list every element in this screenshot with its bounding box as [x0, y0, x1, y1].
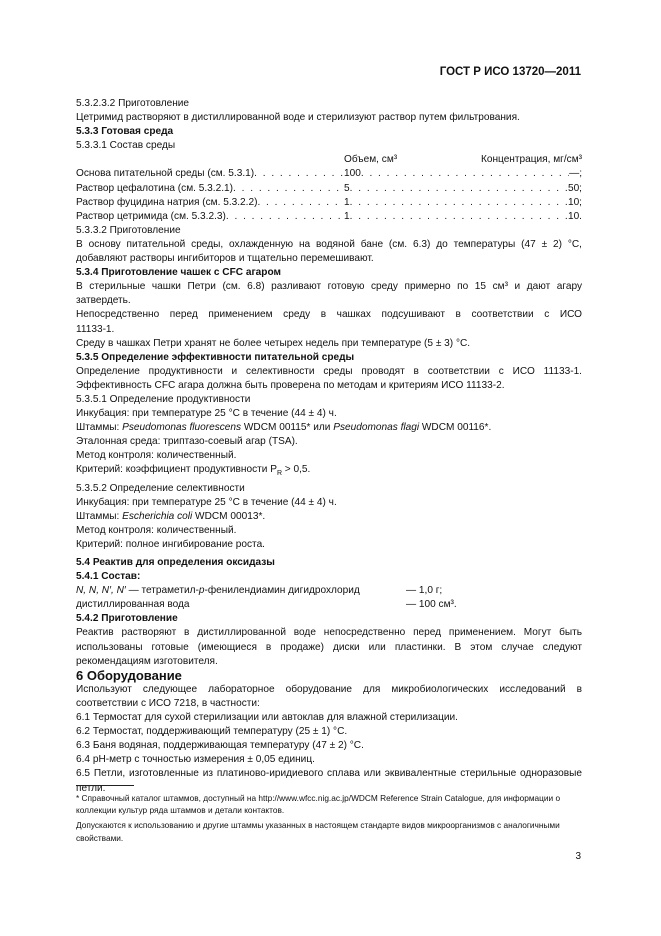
reagent-name	[76, 584, 406, 598]
dot-leader	[350, 210, 568, 224]
section-heading: 5.4 Реактив для определения оксидазы	[76, 557, 275, 569]
dot-leader	[226, 210, 344, 224]
paragraph: Среду в чашках Петри хранят не более четырех недель при температуре (5 ± 3) °С.	[76, 337, 471, 349]
subsection-title: 5.3.3.2 Приготовление	[76, 224, 181, 236]
footnotes	[76, 785, 582, 844]
volume-column-header: Объем, см³	[344, 154, 398, 166]
section-heading: 5.3.5 Определение эффективности питательной среды	[76, 351, 355, 363]
subsection-title: 5.3.2.3.2 Приготовление	[76, 98, 190, 109]
dot-leader	[350, 182, 568, 196]
paragraph	[76, 510, 582, 524]
list-item: 6.3 Баня водяная, поддерживающая температуру (47 ± 2) °С.	[76, 740, 364, 752]
concentration-value: 50;	[567, 182, 582, 194]
text-run: -фенилендиамин дигидрохлорид	[204, 585, 360, 597]
list-item: 6.5 Петли, изготовленные из платиново-иридиевого сплава или эквивалентные стерильные одноразовые петли.	[76, 768, 582, 794]
subsection-title: 5.3.5.1 Определение продуктивности	[76, 393, 251, 405]
species-name: Pseudomonas fluorescens	[122, 422, 242, 434]
dot-leader	[257, 196, 344, 210]
text-run: p	[198, 585, 205, 597]
paragraph: Инкубация: при температуре 25 °С в течение (44 ± 4) ч.	[76, 408, 337, 420]
reagent-name: дистиллированная вода	[76, 599, 190, 611]
paragraph: Непосредственно перед применением среду в чашках подсушивают в соответствии с ИСО 11133-1.	[76, 309, 582, 335]
concentration-value: 10.	[567, 210, 582, 222]
paragraph: Цетримид растворяют в дистиллированной воде и стерилизуют раствор путем фильтрования.	[76, 112, 520, 124]
paragraph: В стерильные чашки Петри (см. 6.8) разливают готовую среду примерно по 15 см³ и дают агару затвердеть.	[76, 281, 582, 307]
composition-header	[76, 153, 582, 167]
dot-leader	[361, 167, 569, 181]
subsection-title: 5.3.3.1 Состав среды	[76, 140, 176, 152]
volume-value: 1	[344, 196, 350, 208]
text-run: WDCM 00013*.	[192, 510, 266, 522]
paragraph: Метод контроля: количественный.	[76, 450, 237, 462]
subsection-title: 5.3.5.2 Определение селективности	[76, 482, 245, 494]
paragraph: Критерий: полное ингибирование роста.	[76, 538, 265, 550]
table-row	[76, 196, 582, 210]
paragraph: Используют следующее лабораторное оборудование для микробиологических исследований в соответствии с ИСО 7218, в частности:	[76, 683, 582, 709]
text-run: WDCM 00115* или	[241, 422, 334, 434]
dot-leader	[254, 167, 344, 181]
concentration-value: 10;	[567, 196, 582, 208]
table-row	[76, 210, 582, 224]
volume-value: 5	[344, 182, 350, 194]
footnote-divider	[76, 785, 134, 786]
document-header: ГОСТ Р ИСО 13720—2011	[439, 66, 581, 78]
list-item: 6.1 Термостат для сухой стерилизации или автоклав для влажной стерилизации.	[76, 712, 458, 724]
species-name: Pseudomonas flagi	[333, 422, 420, 434]
list-item: 6.4 рН-метр с точностью измерения ± 0,05 единиц.	[76, 754, 315, 766]
reagent-amount: — 100 см³.	[406, 599, 457, 611]
section-heading: 5.4.1 Состав:	[76, 571, 141, 583]
section-heading: 5.4.2 Приготовление	[76, 613, 178, 625]
dot-leader	[233, 182, 344, 196]
ingredient-name: Раствор цефалотина (см. 5.3.2.1)	[76, 182, 233, 194]
text-run: N, N, N′, N′	[76, 585, 126, 597]
paragraph: Метод контроля: количественный.	[76, 524, 237, 536]
species-name: Escherichia coli	[122, 510, 193, 522]
table-row	[76, 167, 582, 181]
paragraph	[76, 421, 582, 435]
subscript: R	[276, 470, 282, 478]
composition-rows	[76, 167, 582, 223]
list-item: 6.2 Термостат, поддерживающий температуру (25 ± 1) °С.	[76, 726, 348, 738]
dot-leader	[350, 196, 568, 210]
ingredient-name: Раствор фуцидина натрия (см. 5.3.2.2)	[76, 196, 258, 208]
footnote: * Справочный каталог штаммов, доступный на http://www.wfcc.nig.ac.jp/WDCM Reference Strain Catalogue, для информации о коллекции культур ряда штаммов и детали контактов.	[76, 793, 561, 816]
section-heading: 5.3.3 Готовая среда	[76, 126, 174, 138]
paragraph: Инкубация: при температуре 25 °С в течение (44 ± 4) ч.	[76, 496, 337, 508]
table-row	[76, 182, 582, 196]
chapter-heading: 6 Оборудование	[76, 667, 182, 683]
paragraph	[76, 463, 582, 481]
footnote: Допускаются к использованию и другие штаммы указанных в настоящем стандарте видов микроорганизмов с аналогичными свойствами.	[76, 820, 560, 843]
paragraph: Реактив растворяют в дистиллированной воде непосредственно перед применением. Могут быть использованы готовые (имеющиеся в продаже) диски или пластинки. В этом случае следуют рекомендациям изготовителя.	[76, 627, 582, 667]
paragraph: В основу питательной среды, охлажденную на водяной бане (см. 6.3) до температуры (47 ± 2) °С, добавляют растворы ингибиторов и тщательно перемешивают.	[76, 238, 582, 265]
paragraph: Эталонная среда: триптазо-соевый агар (TSA).	[76, 436, 298, 448]
text-run: — тетраметил-	[125, 585, 199, 597]
text-run: > 0,5.	[282, 464, 311, 476]
page-number: 3	[575, 851, 581, 862]
text-run: Критерий: коэффициент продуктивности P	[76, 464, 277, 476]
text-run: Штаммы:	[76, 510, 123, 522]
volume-value: 1	[344, 210, 350, 222]
reagent-row	[76, 584, 582, 598]
text-run: WDCM 00116*.	[419, 422, 492, 434]
text-run: Штаммы:	[76, 422, 123, 434]
page-body	[76, 97, 582, 796]
ingredient-name: Основа питательной среды (см. 5.3.1)	[76, 168, 255, 180]
concentration-column-header: Концентрация, мг/см³	[480, 154, 582, 166]
volume-value: 100	[344, 168, 361, 180]
reagent-amount: — 1,0 г;	[406, 585, 443, 597]
section-heading: 5.3.4 Приготовление чашек с CFC агаром	[76, 267, 281, 279]
concentration-value: —;	[569, 168, 582, 180]
reagent-row	[76, 598, 582, 612]
paragraph: Определение продуктивности и селективности среды проводят в соответствии с ИСО 11133-1. Эффективность CFC агара должна быть проверена по методам и критериям ИСО 11133-2.	[76, 365, 582, 391]
ingredient-name: Раствор цетримида (см. 5.3.2.3)	[76, 210, 226, 222]
